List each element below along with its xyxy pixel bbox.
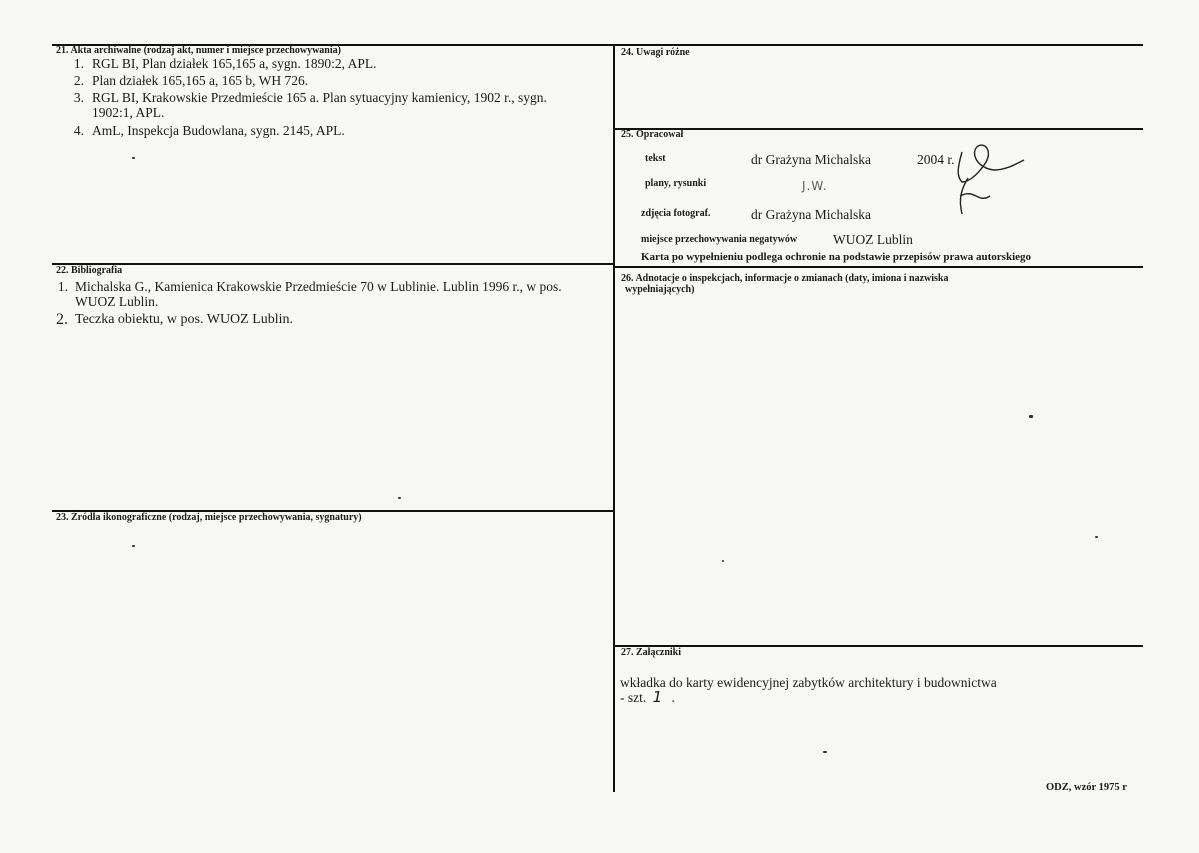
handwritten-signature	[950, 138, 1030, 220]
bibliography-list	[40, 279, 610, 327]
section-26-header-cont: wypełniających)	[625, 284, 695, 295]
rule-25	[613, 128, 1143, 130]
attachment-description: wkładka do karty ewidencyjnej zabytków architektury i budownictwa	[620, 675, 997, 690]
section-25-header: 25. Opracował	[621, 129, 684, 140]
photos-author: dr Grażyna Michalska	[751, 207, 871, 222]
form-version-footer: ODZ, wzór 1975 r	[1046, 782, 1127, 793]
list-item: 2. Plan działek 165,165 a, 165 b, WH 726.	[73, 73, 309, 88]
copyright-note: Karta po wypełnieniu podlega ochronie na podstawie przepisów prawa autorskiego	[641, 251, 1032, 263]
vertical-divider	[613, 44, 615, 792]
text-label: tekst	[645, 153, 666, 164]
list-item: 1. Michalska G., Kamienica Krakowskie Przedmieście 70 w Lublinie. Lublin 1996 r., w pos. WUOZ Lublin.	[57, 279, 562, 309]
list-item: 3. RGL BI, Krakowskie Przedmieście 165 a. Plan sytuacyjny kamienicy, 1902 r., sygn. 1902:1, APL.	[73, 90, 547, 120]
archival-records-list	[64, 56, 604, 138]
section-23-header: 23. Źródła ikonograficzne (rodzaj, miejsce przechowywania, sygnatury)	[56, 512, 362, 523]
scan-speck	[132, 157, 135, 159]
list-item: 1. RGL BI, Plan działek 165,165 a, sygn. 1890:2, APL.	[73, 56, 377, 71]
rule-27	[613, 645, 1143, 647]
scan-speck	[722, 560, 724, 562]
section-22-header: 22. Bibliografia	[56, 265, 123, 276]
scan-speck	[398, 497, 401, 499]
scan-speck	[1029, 415, 1033, 418]
drawings-label: plany, rysunki	[645, 178, 707, 189]
list-item: 2. Teczka obiektu, w pos. WUOZ Lublin.	[56, 311, 294, 328]
photos-label: zdjęcia fotograf.	[641, 208, 711, 219]
section-26-header: 26. Adnotacje o inspekcjach, informacje o zmianach (daty, imiona i nazwiska	[621, 273, 949, 284]
negatives-location: WUOZ Lublin	[833, 232, 913, 247]
list-item: 4. AmL, Inspekcja Budowlana, sygn. 2145, APL.	[73, 123, 345, 138]
drawings-author: J.W.	[802, 179, 828, 193]
section-27-header: 27. Załączniki	[621, 647, 682, 658]
attachment-count-value: 1	[652, 688, 663, 706]
text-year: 2004 r.	[917, 152, 955, 167]
negatives-label: miejsce przechowywania negatywów	[641, 234, 798, 245]
rule-26	[613, 266, 1143, 268]
scan-speck	[132, 545, 135, 547]
scan-speck	[1095, 536, 1098, 538]
rule-22	[52, 263, 615, 265]
scan-speck	[823, 751, 827, 753]
section-21-header: 21. Akta archiwalne (rodzaj akt, numer i miejsce przechowywania)	[56, 45, 341, 56]
attachment-count: - szt. 1 .	[620, 688, 675, 706]
section-24-header: 24. Uwagi różne	[621, 47, 690, 58]
text-author: dr Grażyna Michalska	[751, 152, 871, 167]
